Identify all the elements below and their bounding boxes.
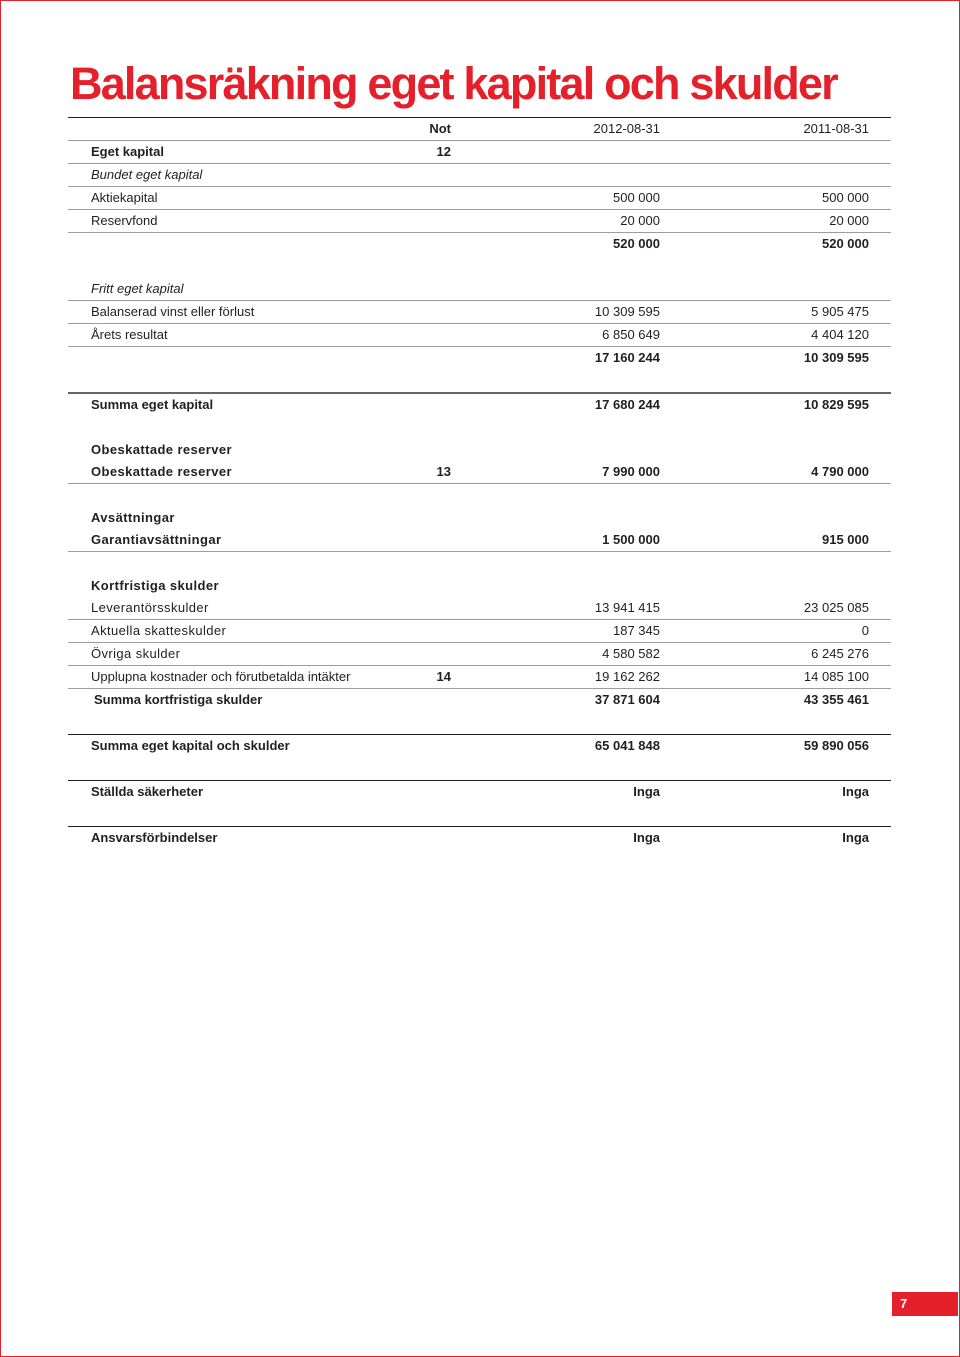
row-value-1: 520 000 [613,236,660,251]
table-row [68,826,891,849]
row-label: Fritt eget kapital [91,281,184,296]
row-label: Upplupna kostnader och förutbetalda intäkter [91,669,351,684]
row-value-1: 6 850 649 [602,327,660,342]
subtotal-row [68,689,891,711]
row-value-1: Inga [633,784,660,799]
row-value-1: 187 345 [613,623,660,638]
row-label: Ansvarsförbindelser [91,830,218,845]
table-row [68,301,891,324]
table-row [68,187,891,210]
row-label: Obeskattade reserver [91,464,232,479]
row-value-1: 37 871 604 [594,692,660,707]
row-value-2: 520 000 [822,236,869,251]
row-value-2: 43 355 461 [803,692,869,707]
row-value-2: 10 829 595 [803,397,869,412]
row-label: Eget kapital [91,144,164,159]
table-header-row [68,117,891,141]
row-value-2: 59 890 056 [803,738,869,753]
row-label: Avsättningar [91,510,175,525]
table-row [68,780,891,803]
row-label: Obeskattade reserver [91,442,232,457]
row-value-1: 10 309 595 [594,304,660,319]
row-value-2: 915 000 [822,532,869,547]
table-row [68,278,891,301]
row-not: 14 [436,669,451,684]
row-value-1: Inga [633,830,660,845]
row-label: Kortfristiga skulder [91,578,219,593]
row-label: Aktiekapital [91,190,158,205]
row-label: Aktuella skatteskulder [91,623,227,638]
row-value-2: 6 245 276 [811,646,869,661]
table-row [68,324,891,347]
row-value-1: 13 941 415 [594,600,660,615]
row-label: Garantiavsättningar [91,532,222,547]
row-label: Reservfond [91,213,158,228]
row-value-2: Inga [842,830,869,845]
row-value-2: 0 [861,623,869,638]
table-row [68,461,891,484]
header-year-1: 2012-08-31 [593,121,660,136]
subtotal-row [68,347,891,369]
table-row [68,643,891,666]
row-value-2: Inga [842,784,869,799]
section-heading-row [68,439,891,461]
balance-sheet-table [68,117,891,849]
row-value-2: 5 905 475 [811,304,869,319]
row-value-2: 500 000 [822,190,869,205]
table-row [68,620,891,643]
table-row [68,666,891,689]
row-value-1: 500 000 [613,190,660,205]
row-value-2: 14 085 100 [803,669,869,684]
page-title: Balansräkning eget kapital och skulder [70,58,837,109]
table-row [68,164,891,187]
row-value-1: 20 000 [620,213,660,228]
row-label: Bundet eget kapital [91,167,203,182]
row-value-2: 4 404 120 [811,327,869,342]
row-value-1: 17 680 244 [594,397,660,412]
row-label: Ställda säkerheter [91,784,204,799]
row-value-1: 65 041 848 [594,738,660,753]
row-value-1: 4 580 582 [602,646,660,661]
table-row [68,597,891,620]
row-label: Leverantörsskulder [91,600,209,615]
section-heading-row [68,575,891,597]
header-not: Not [429,121,451,136]
page-number: 7 [892,1292,958,1316]
table-row [68,210,891,233]
row-value-1: 17 160 244 [594,350,660,365]
header-year-2: 2011-08-31 [803,121,869,136]
row-value-1: 1 500 000 [602,532,660,547]
row-value-1: 19 162 262 [594,669,660,684]
table-row [68,529,891,552]
row-label: Balanserad vinst eller förlust [91,304,255,319]
row-label: Summa kortfristiga skulder [94,692,263,707]
row-value-2: 23 025 085 [803,600,869,615]
section-heading-row [68,507,891,529]
row-value-1: 7 990 000 [602,464,660,479]
subtotal-row [68,233,891,255]
total-row [68,392,891,416]
grand-total-row [68,734,891,757]
row-value-2: 10 309 595 [803,350,869,365]
row-label: Summa eget kapital [91,397,214,412]
row-label: Årets resultat [91,327,168,342]
row-value-2: 20 000 [829,213,869,228]
row-not: 12 [436,144,451,159]
row-value-2: 4 790 000 [811,464,869,479]
table-row [68,141,891,164]
row-label: Övriga skulder [91,646,181,661]
row-not: 13 [436,464,451,479]
row-label: Summa eget kapital och skulder [91,738,290,753]
